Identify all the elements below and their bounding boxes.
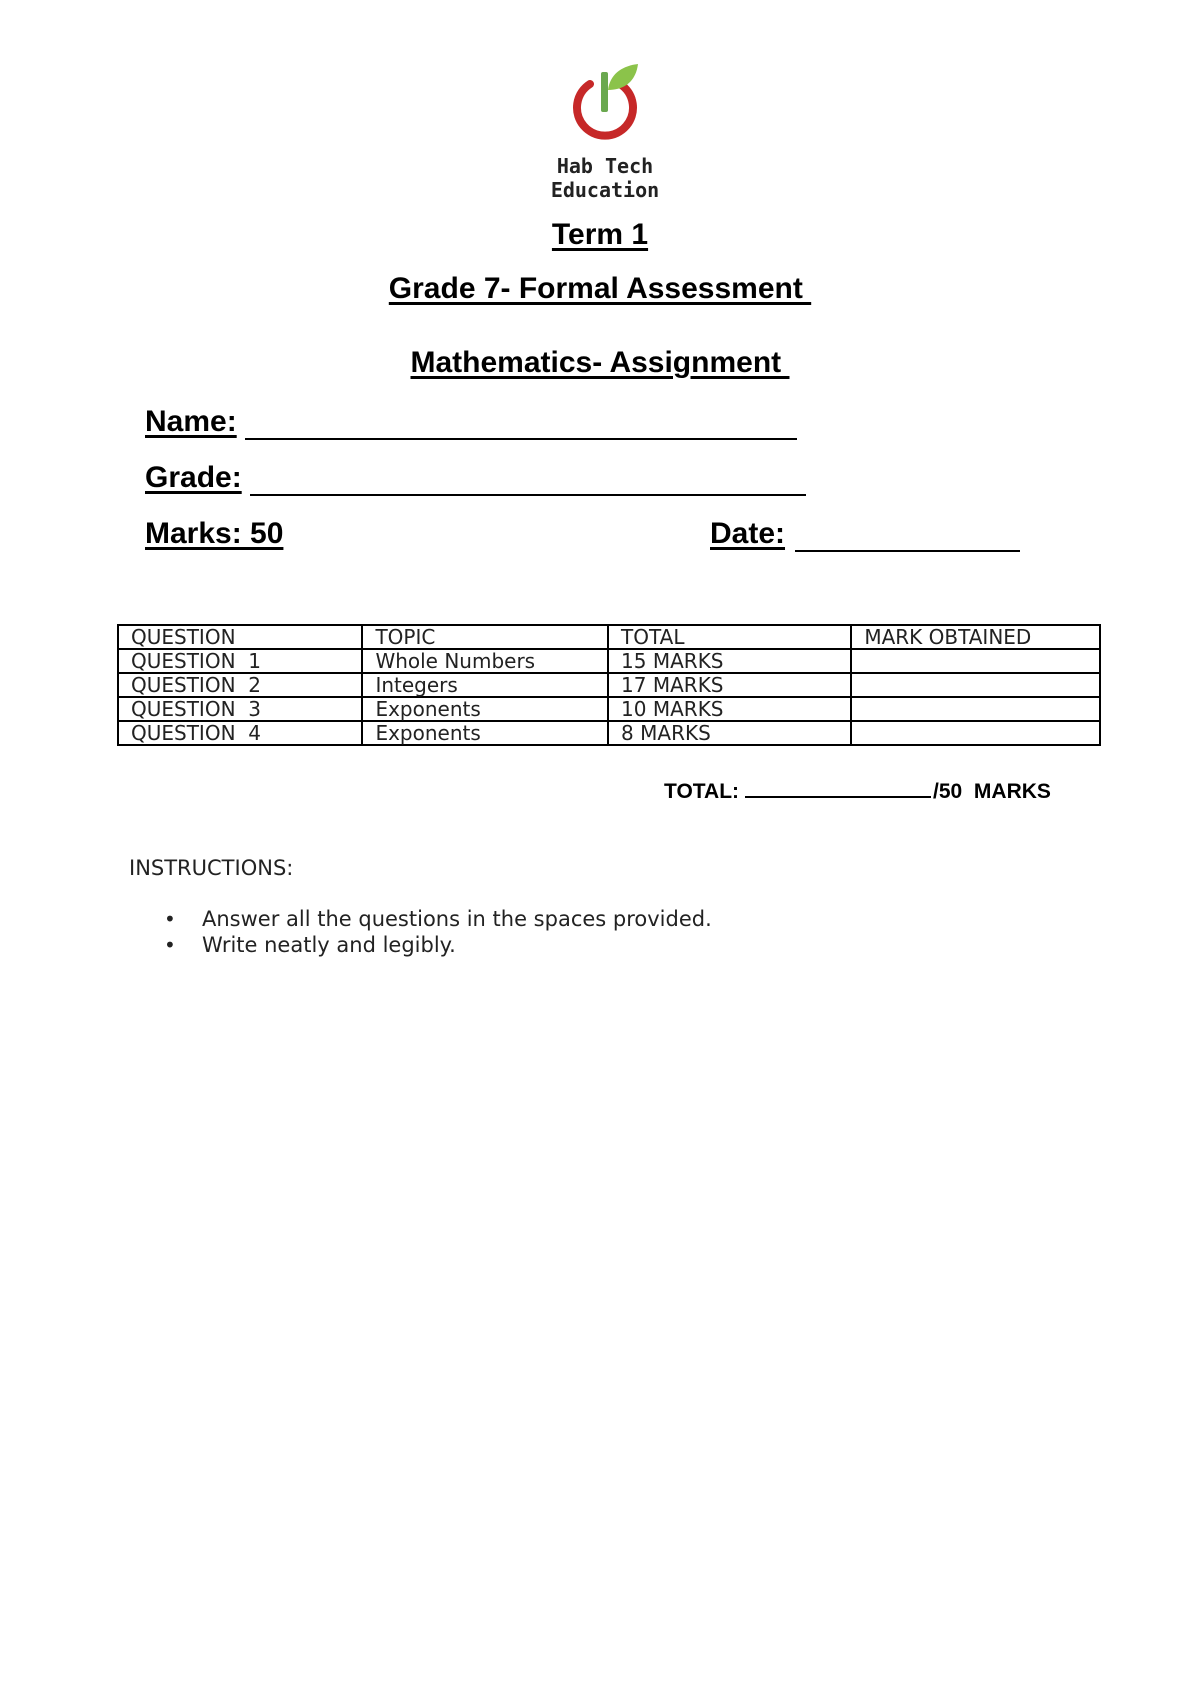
topic-cell: Exponents [362, 697, 608, 721]
table-row [118, 721, 1100, 745]
mark-obtained-cell[interactable] [851, 697, 1100, 721]
total-cell: 15 MARKS [608, 649, 851, 673]
logo-text-line1: Hab Tech [556, 154, 654, 178]
header-cell-mark-obtained: MARK OBTAINED [851, 625, 1100, 649]
marks-summary-table [117, 624, 1101, 746]
date-label: Date: [710, 517, 786, 550]
total-input-line[interactable] [745, 796, 931, 798]
marks-label: Marks: 50 [145, 517, 284, 550]
topic-cell: Whole Numbers [362, 649, 608, 673]
total-cell: 10 MARKS [608, 697, 851, 721]
bullet-icon: • [164, 907, 176, 931]
table-row [118, 697, 1100, 721]
list-item [160, 906, 712, 932]
hab-tech-logo [540, 62, 670, 202]
topic-cell: Exponents [362, 721, 608, 745]
logo-text-line2: Education [550, 178, 660, 202]
instructions-title: INSTRUCTIONS: [129, 856, 294, 880]
question-cell: QUESTION 4 [118, 721, 362, 745]
instruction-text: Write neatly and legibly. [202, 933, 456, 957]
total-cell: 8 MARKS [608, 721, 851, 745]
mark-obtained-cell[interactable] [851, 649, 1100, 673]
grade-assessment-heading: Grade 7- Formal Assessment [388, 272, 812, 305]
total-cell: 17 MARKS [608, 673, 851, 697]
grade-input-line[interactable] [250, 494, 806, 496]
header-cell-total: TOTAL [608, 625, 851, 649]
header-cell-question: QUESTION [118, 625, 362, 649]
term-heading: Term 1 [551, 218, 649, 251]
total-label: TOTAL: [664, 780, 740, 803]
table-row [118, 673, 1100, 697]
topic-cell: Integers [362, 673, 608, 697]
question-cell: QUESTION 2 [118, 673, 362, 697]
date-input-line[interactable] [795, 550, 1020, 552]
list-item [160, 932, 712, 958]
total-suffix: /50 MARKS [933, 780, 1051, 803]
name-input-line[interactable] [245, 438, 797, 440]
question-cell: QUESTION 3 [118, 697, 362, 721]
total-marks-line [664, 780, 1051, 804]
subject-heading: Mathematics- Assignment [410, 346, 790, 379]
question-cell: QUESTION 1 [118, 649, 362, 673]
grade-label: Grade: [145, 461, 242, 494]
name-label: Name: [145, 405, 237, 438]
mark-obtained-cell[interactable] [851, 721, 1100, 745]
apple-power-icon [570, 62, 640, 152]
instruction-text: Answer all the questions in the spaces provided. [202, 907, 712, 931]
bullet-icon: • [164, 933, 176, 957]
mark-obtained-cell[interactable] [851, 673, 1100, 697]
header-cell-topic: TOPIC [362, 625, 608, 649]
table-row [118, 649, 1100, 673]
instructions-list [160, 906, 712, 958]
table-header-row [118, 625, 1100, 649]
